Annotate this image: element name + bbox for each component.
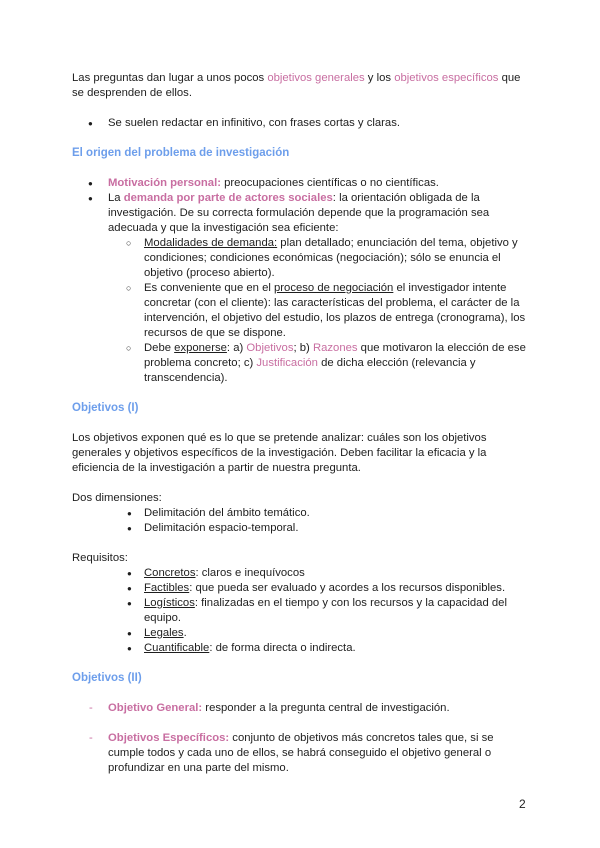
objetivos-paragraph: Los objetivos exponen qué es lo que se pretende analizar: cuáles son los objetivos generales y objetivos específicos de la investigación. Deben facilitar la eficacia y la eficiencia de la investigación a partir de nuestra pregunta. [72,432,487,474]
item-text: . [183,627,187,639]
item-text: : claros e inequívocos [195,567,305,579]
highlight-specific: objetivos específicos [394,72,499,84]
list-item [72,566,532,581]
list-item [72,626,532,641]
list-item [72,641,532,656]
item-text: de dicha elección (relevancia y transcendencia). [144,357,476,384]
sub-list [108,236,532,386]
list-item: ● Delimitación espacio-temporal. [72,521,532,536]
intro-paragraph [72,71,532,101]
requirements-label: Requisitos: [72,552,128,564]
item-text: La [108,192,124,204]
list-item [72,581,532,596]
dimensions-label: Dos dimensiones: [72,492,162,504]
sub-list-item [108,341,532,386]
item-text: responder a la pregunta central de investigación. [202,702,450,714]
label-specific: Objetivos Específicos: [108,732,230,744]
document-page [72,71,532,776]
item-text: ; b) [293,342,313,354]
origin-list [72,176,532,386]
list-item: ● Delimitación del ámbito temático. [72,506,532,521]
label-general: Objetivo General: [108,702,203,714]
sub-list-item [108,236,532,281]
underlined-term: Concretos [144,567,196,579]
heading-origin: El origen del problema de investigación [72,147,290,159]
dimensions-list [72,506,532,536]
underlined-term: Factibles [144,582,190,594]
item-text: : la orientación obligada de la investigación. De su correcta formulación depende que la programación sea adecuada y que la investigación sea eficiente: [108,192,490,234]
heading-objetivos-2: Objetivos (II) [72,672,142,684]
item-text: : a) [226,342,247,354]
label-demand: demanda por parte de actores sociales [123,192,333,204]
item-text: el investigador intente concretar (con el cliente): las características del problema, el carácter de la intervención, el objetivo del estudio, los plazos de entrega (cronograma), los recursos de que se dispone. [144,282,526,339]
item-text: que motivaron la elección de ese problema concreto; c) [144,342,526,369]
item-text: Debe [144,342,175,354]
list-item [72,701,532,716]
underlined-term: exponerse [174,342,227,354]
objectives-dash-list [72,701,532,776]
intro-text: Las preguntas dan lugar a unos pocos [72,72,268,84]
highlight-razones: Razones [312,342,358,354]
underlined-term: proceso de negociación [274,282,394,294]
list-item: ● Se suelen redactar en infinitivo, con frases cortas y claras. [72,116,532,131]
underlined-term: Modalidades de demanda: [144,237,278,249]
label-motivation: Motivación personal: [108,177,221,189]
intro-text: y los [364,72,395,84]
underlined-term: Logísticos [144,597,195,609]
item-text: plan detallado; enunciación del tema, objetivo y condiciones; condiciones económicas (negociación); sólo se enuncia el objetivo (proceso abierto). [144,237,518,279]
requirements-list [72,566,532,656]
item-text: : de forma directa o indirecta. [209,642,356,654]
item-text: preocupaciones científicas o no científicas. [221,177,439,189]
list-item [72,176,532,191]
intro-text: que se desprenden de ellos. [72,72,521,99]
item-text: conjunto de objetivos más concretos tales que, si se cumple todos y cada uno de ellos, se habrá conseguido el objetivo general o profundizar en una parte del mismo. [108,732,494,774]
page-number: 2 [519,797,526,811]
heading-objetivos-1: Objetivos (I) [72,402,139,414]
highlight-justificacion: Justificación [256,357,318,369]
intro-list [72,116,532,131]
list-item [72,731,532,776]
highlight-general: objetivos generales [267,72,365,84]
item-text: : finalizadas en el tiempo y con los recursos y la capacidad del equipo. [144,597,507,624]
item-text: : que pueda ser evaluado y acordes a los recursos disponibles. [189,582,506,594]
highlight-objetivos: Objetivos [246,342,294,354]
list-item [72,596,532,626]
list-item [72,191,532,386]
underlined-term: Legales [144,627,184,639]
item-text: Es conveniente que en el [144,282,275,294]
underlined-term: Cuantificable [144,642,210,654]
sub-list-item [108,281,532,341]
